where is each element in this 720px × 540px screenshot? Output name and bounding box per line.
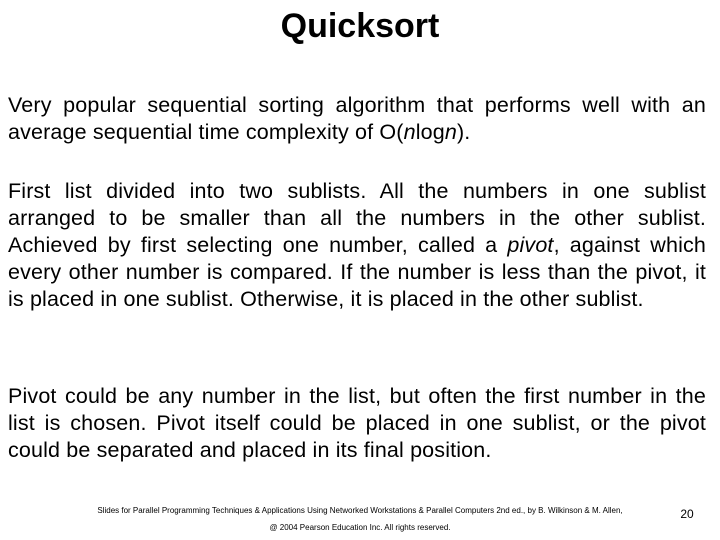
footer-copyright: @ 2004 Pearson Education Inc. All rights reserved.: [269, 523, 451, 532]
paragraph-segment: n: [403, 120, 416, 144]
paragraph-segment: Pivot could be any number in the list, but often the first number in the list is chosen. Pivot itself could be placed in one sublist, or the pivot could be separated and placed in its final position.: [8, 384, 706, 462]
paragraph-segment: Very popular sequential sorting algorithm that performs well with an average sequential time complexity of O(: [8, 93, 706, 144]
paragraph-segment: First list divided into two sublists. All the numbers in one sublist arranged to be smaller than all the numbers in the other sublist. Achieved by first selecting one number, called a: [8, 179, 706, 257]
paragraph-segment: ).: [456, 120, 471, 144]
paragraph-complexity: [8, 92, 706, 146]
footer-credit: Slides for Parallel Programming Techniques & Applications Using Networked Workstations & Parallel Computers 2nd ed., by B. Wilkinson & M. Allen,: [97, 506, 623, 515]
page-number: 20: [680, 507, 694, 521]
paragraph-segment: log: [415, 120, 445, 144]
paragraph-segment: pivot: [507, 233, 554, 257]
paragraph-segment: , against which every other number is compared. If the number is less than the pivot, it is placed in one sublist. Otherwise, it is placed in the other sublist.: [8, 233, 707, 311]
paragraph-sublists: [8, 178, 706, 313]
slide-title: Quicksort: [280, 7, 440, 45]
paragraph-segment: n: [444, 120, 457, 144]
paragraph-pivot-choice: [8, 383, 706, 464]
